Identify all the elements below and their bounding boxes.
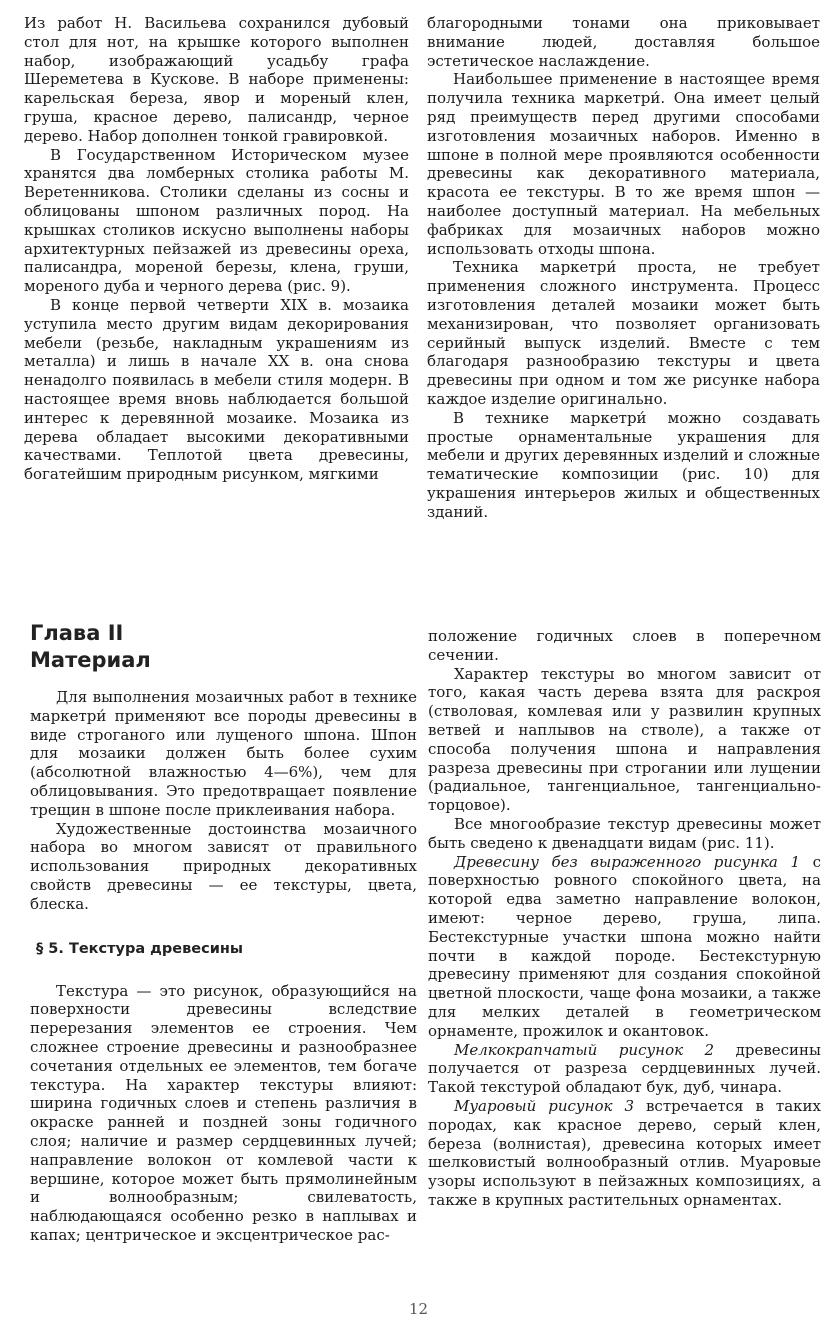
paragraph: Текстура — это рисунок, образующийся на поверхности древесины вследствие перерезания элементов ее строения. Чем сложнее строение древесины и разнообразнее сочетания отдельных ее элементов, тем богаче текстура. На характер текстуры влияют: ширина годичных слоев и степень различия в окраске ранней и поздней зоны годичного слоя; наличие и размер сердцевинных лучей; направление волокон от комлевой части к вершине, которое может быть прямолинейным и волнообразным; свилеватость, наблюдающаяся особенно резко в наплывах и капах; центрическое и эксцентрическое рас- xyxy=(30,981,417,1244)
paragraph: Художественные достоинства мозаичного набора во многом зависят от правильного использования природных декоративных свойств древесины — ее текстуры, цвета, блеска. xyxy=(30,819,417,913)
italic-term: Мелкокрапчатый рисунок 2 xyxy=(454,1040,715,1059)
page-number: 12 xyxy=(408,1300,429,1318)
paragraph: Техника маркетри́ проста, не требует применения сложного инструмента. Процесс изготовления деталей мозаики может быть механизирован, что позволяет организовать серийный выпуск изделий. Вместе с тем благодаря разнообразию текстуры и цвета древесины при одном и том же рисунке набора каждое изделие оригинально. xyxy=(427,258,820,408)
paragraph xyxy=(428,1097,821,1210)
chapter-heading xyxy=(30,620,151,674)
paragraph: Из работ Н. Васильева сохранился дубовый стол для нот, на крышке которого выполнен набор, изображающий усадьбу графа Шереметева в Кускове. В наборе применены: карельская береза, явор и мореный клен, груша, красное дерево, палисандр, черное дерево. Набор дополнен тонкой гравировкой. xyxy=(24,14,409,145)
paragraph xyxy=(428,853,821,1041)
paragraph-text: с поверхностью ровного спокойного цвета, на которой едва заметно направление волокон, имеют: черное дерево, груша, липа. Бестекстурные участки шпона можно найти почти в каждой породе. Бестекстурную древесину применяют для создания спокойной цветной плоскости, чаще фона мозаики, а также для мелких деталей в геометрическом орнаменте, прожилок и окантовок. xyxy=(428,852,821,1040)
paragraph: благородными тонами она приковывает внимание людей, доставляя большое эстетическое наслаждение. xyxy=(427,14,820,70)
top-right-column xyxy=(427,14,820,522)
chapter-number: Глава II xyxy=(30,621,124,645)
paragraph-text: встречается в таких породах, как красное дерево, серый клен, береза (волнистая), древесина которых имеет шелковистый волнообразный отлив. Муаровые узоры используют в пейзажных композициях, а также в крупных растительных орнаментах. xyxy=(428,1096,821,1209)
paragraph-text: древесины получается от разреза сердцевинных лучей. Такой текстурой обладают бук, дуб, чинара. xyxy=(428,1040,821,1097)
bottom-left-column xyxy=(30,688,417,1245)
paragraph: Характер текстуры во многом зависит от того, какая часть дерева взята для раскроя (стволовая, комлевая или у развилин крупных ветвей и наплывов на стволе), а также от способа получения шпона и направления разреза древесины при строгании или лущении (радиальное, тангенциальное, тангенциально-торцовое). xyxy=(428,664,821,815)
paragraph: В Государственном Историческом музее хранятся два ломберных столика работы М. Веретенникова. Столики сделаны из сосны и облицованы шпоном различных пород. На крышках столиков искусно выполнены наборы архитектурных пейзажей из древесины ореха, палисандра, мореной березы, клена, груши, мореного дуба и черного дерева (рис. 9). xyxy=(24,145,409,296)
paragraph xyxy=(428,1041,821,1097)
top-left-column xyxy=(24,14,409,484)
bottom-right-column xyxy=(428,627,821,1210)
section-heading: § 5. Текстура древесины xyxy=(36,940,243,957)
paragraph: Наибольшее применение в настоящее время получила техника маркетри́. Она имеет целый ряд преимуществ перед другими способами изготовления мозаичных наборов. Именно в шпоне в полной мере проявляются особенности древесины как декоративного материала, красота ее текстуры. В то же время шпон — наиболее доступный материал. На мебельных фабриках для мозаичных наборов можно использовать отходы шпона. xyxy=(427,70,820,258)
paragraph: Для выполнения мозаичных работ в технике маркетри́ применяют все породы древесины в виде строганого или лущеного шпона. Шпон для мозаики должен быть более сухим (абсолютной влажностью 4—6%), чем для облицовывания. Это предотвращает появление трещин в шпоне после приклеивания набора. xyxy=(30,688,417,819)
chapter-title: Материал xyxy=(30,648,151,672)
italic-term: Древесину без выраженного рисунка 1 xyxy=(454,852,800,871)
italic-term: Муаровый рисунок 3 xyxy=(454,1096,634,1115)
paragraph: В технике маркетри́ можно создавать простые орнаментальные украшения для мебели и других деревянных изделий и сложные тематические композиции (рис. 10) для украшения интерьеров жилых и общественных зданий. xyxy=(427,408,820,521)
paragraph: положение годичных слоев в поперечном сечении. xyxy=(428,627,821,664)
paragraph: В конце первой четверти XIX в. мозаика уступила место другим видам декорирования мебели (резьбе, накладным украшениям из металла) и лишь в начале XX в. она снова ненадолго появилась в мебели стиля модерн. В настоящее время вновь наблюдается большой интерес к деревянной мозаике. Мозаика из дерева обладает высокими декоративными качествами. Теплотой цвета древесины, богатейшим природным рисунком, мягкими xyxy=(24,295,409,484)
paragraph: Все многообразие текстур древесины может быть сведено к двенадцати видам (рис. 11). xyxy=(428,814,821,852)
